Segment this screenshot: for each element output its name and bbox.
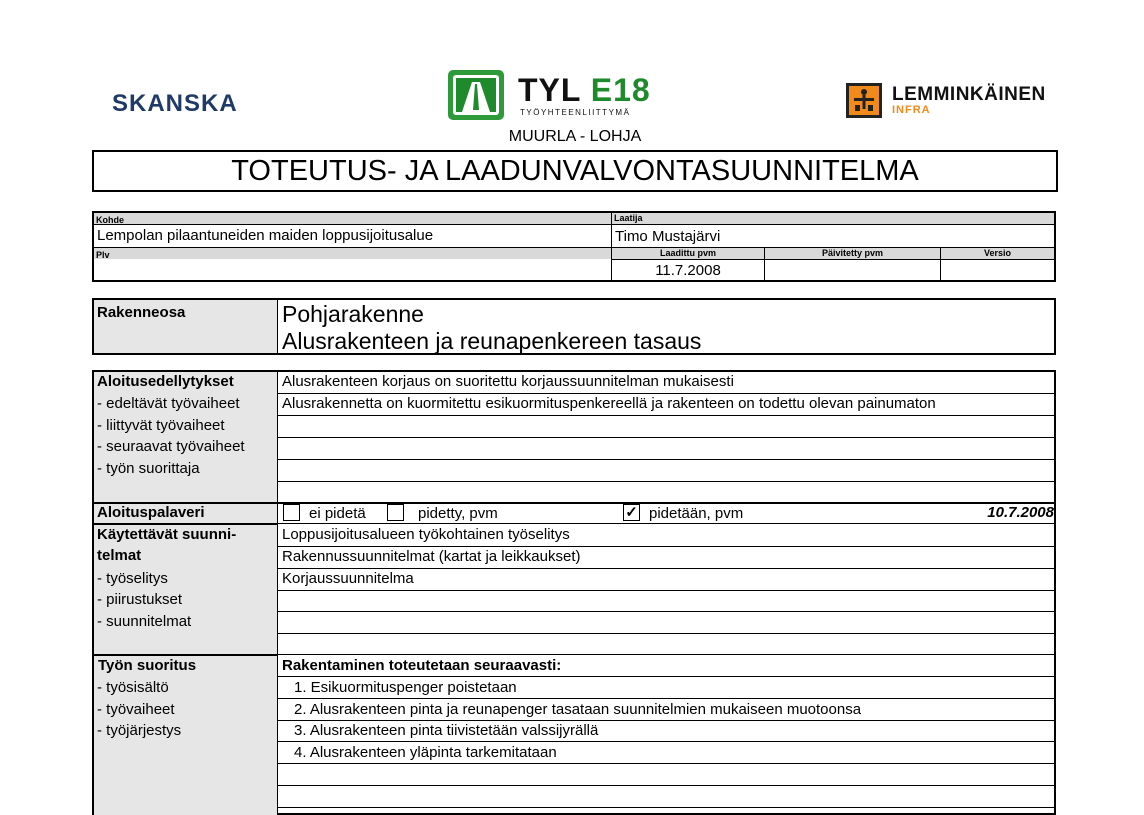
aloituspalaveri-label-cell (94, 503, 278, 524)
lemminkainen-logo-subtitle: INFRA (892, 104, 931, 116)
aloitusedellytykset-label-cell (94, 372, 278, 503)
laadittu-label: Laadittu pvm (659, 248, 716, 258)
suunnitelma-row-3: Korjaussuunnitelma (282, 570, 414, 587)
rakenneosa-line1: Pohjarakenne (282, 301, 424, 327)
suoritus-step-1: 1. Esikuormituspenger poistetaan (294, 679, 517, 696)
liittyvat-label: - liittyvät työvaiheet (97, 417, 225, 434)
tyl-logo-subtitle: TYÖYHTEENLIITTYMÄ (520, 108, 631, 117)
tyosisalto-label: - työsisältö (97, 679, 169, 696)
ei-pideta-checkbox[interactable] (283, 504, 300, 521)
suoritus-step-4: 4. Alusrakenteen yläpinta tarkemitataan (294, 744, 557, 761)
aloitus-row-1: Alusrakenteen korjaus on suoritettu korjaussuunnitelman mukaisesti (282, 373, 734, 390)
piirustukset-label: - piirustukset (97, 591, 183, 608)
lemminkainen-emblem-icon (846, 83, 882, 118)
lemminkainen-logo-text: LEMMINKÄINEN (892, 84, 1046, 105)
tyon-suoritus-heading: Rakentaminen toteutetaan seuraavasti: (282, 657, 562, 674)
kohde-label: Kohde (96, 215, 124, 225)
suunnitelmat-label-2: telmat (97, 547, 142, 564)
skanska-logo: SKANSKA (112, 90, 238, 117)
info-header-strip (94, 213, 1054, 224)
rakenneosa-line2: Alusrakenteen ja reunapenkereen tasaus (282, 328, 702, 354)
tyoselitys-label: - työselitys (97, 570, 168, 587)
pidetty-checkbox[interactable] (387, 504, 404, 521)
rakenneosa-label: Rakenneosa (97, 304, 186, 321)
edeltavat-label: - edeltävät työvaiheet (97, 395, 240, 412)
laatija-value: Timo Mustajärvi (615, 228, 721, 245)
info-table (92, 211, 1056, 282)
suunnitelma-row-2: Rakennussuunnitelmat (kartat ja leikkaukset) (282, 548, 581, 565)
aloituspalaveri-label: Aloituspalaveri (97, 504, 205, 521)
rakenneosa-label-cell (94, 300, 278, 353)
suunnitelmat-sub-label: - suunnitelmat (97, 613, 192, 630)
tyon-suoritus-label-cell (94, 655, 278, 815)
tyl-e18-logo (448, 70, 658, 122)
pidetty-label: pidetty, pvm (418, 505, 498, 522)
road-icon (448, 70, 504, 120)
rakenneosa-section (92, 298, 1056, 355)
kohde-value: Lempolan pilaantuneiden maiden loppusijoitusalue (97, 227, 434, 244)
lemminkainen-logo (846, 83, 1046, 119)
suoritus-step-2: 2. Alusrakenteen pinta ja reunapenger tasataan suunnitelmien mukaiseen muotoonsa (294, 701, 862, 718)
aloitus-row-2: Alusrakennetta on kuormitettu esikuormituspenkereellä ja rakenteen on todettu olevan painumaton (282, 395, 936, 412)
laadittu-value: 11.7.2008 (655, 262, 721, 279)
tyojarjestys-label: - työjärjestys (97, 722, 182, 739)
suunnitelma-row-1: Loppusijoitusalueen työkohtainen työselitys (282, 526, 570, 543)
pidetaan-checkbox[interactable]: ✓ (623, 504, 640, 521)
document-title: TOTEUTUS- JA LAADUNVALVONTASUUNNITELMA (92, 150, 1058, 192)
ei-pideta-label: ei pidetä (309, 505, 366, 522)
main-table (92, 370, 1056, 815)
plv-label: Plv (96, 250, 110, 260)
tyl-logo-text: TYL E18 (518, 72, 651, 108)
pidetaan-label: pidetään, pvm (649, 505, 744, 522)
versio-label: Versio (983, 248, 1012, 258)
project-name: MUURLA - LOHJA (508, 128, 642, 145)
laatija-label: Laatija (614, 213, 643, 223)
aloitusedellytykset-label: Aloitusedellytykset (97, 373, 234, 390)
suunnitelmat-label-cell (94, 524, 278, 655)
tyovaiheet-label: - työvaiheet (97, 701, 175, 718)
paivitetty-label: Päivitetty pvm (821, 248, 884, 258)
suorittaja-label: - työn suorittaja (97, 460, 200, 477)
seuraavat-label: - seuraavat työvaiheet (97, 438, 245, 455)
tyon-suoritus-label: Työn suoritus (98, 657, 197, 674)
suunnitelmat-label-1: Käytettävät suunni- (97, 526, 237, 543)
suoritus-step-3: 3. Alusrakenteen pinta tiivistetään valssijyrällä (294, 722, 599, 739)
palaveri-date: 10.7.2008 (987, 504, 1054, 521)
